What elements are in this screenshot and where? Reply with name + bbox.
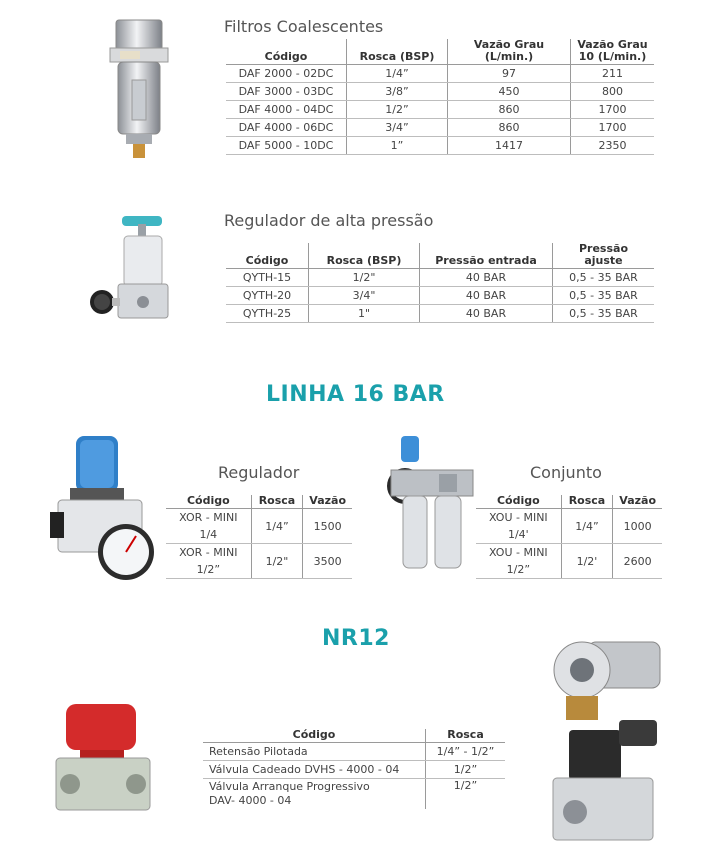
cell-pressao-ajuste: 0,5 - 35 BAR [553, 269, 655, 287]
cell-vazao: 2600 [613, 544, 662, 579]
col-rosca: Rosca (BSP) [309, 243, 420, 269]
conjunto-title: Conjunto [530, 463, 602, 482]
cell-rosca: 3/8” [347, 83, 448, 101]
solenoid-valve-image [545, 720, 665, 844]
cell-rosca: 1/2" [309, 269, 420, 287]
cell-pressao-ajuste: 0,5 - 35 BAR [553, 305, 655, 323]
high-pressure-regulator-image [88, 214, 180, 324]
cell-codigo: DAF 4000 - 04DC [226, 101, 347, 119]
cell-vazao-10: 211 [571, 65, 655, 83]
table-row [226, 65, 654, 83]
cell-rosca: 1/2” [426, 761, 506, 779]
cell-rosca: 1/2' [561, 544, 613, 579]
col-codigo: Código [203, 729, 426, 743]
linha16-heading: LINHA 16 BAR [266, 382, 445, 407]
table-row [476, 544, 662, 579]
col-codigo: Código [476, 495, 561, 509]
cell-codigo: DAF 4000 - 06DC [226, 119, 347, 137]
col-pressao-ajuste: Pressão ajuste [553, 243, 655, 269]
cell-codigo: XOU - MINI 1/2” [476, 544, 561, 579]
col-codigo: Código [166, 495, 251, 509]
cell-vazao: 860 [448, 119, 571, 137]
filtros-table [226, 39, 654, 155]
cell-vazao: 3500 [303, 544, 352, 579]
cell-codigo: XOR - MINI 1/4 [166, 509, 251, 544]
cell-vazao: 1500 [303, 509, 352, 544]
conjunto-table [476, 495, 662, 579]
cell-vazao: 1000 [613, 509, 662, 544]
mini-regulator-image [50, 432, 158, 582]
cell-pressao-entrada: 40 BAR [420, 269, 553, 287]
regulador-alta-title: Regulador de alta pressão [224, 211, 434, 230]
table-row [226, 83, 654, 101]
cell-codigo: Válvula Arranque Progressivo DAV- 4000 - 04 [209, 780, 370, 807]
nr12-table [203, 729, 505, 809]
cell-rosca: 1/4” [347, 65, 448, 83]
frl-unit-image [383, 434, 479, 576]
coalescent-filter-image [108, 18, 170, 164]
cell-vazao-10: 2350 [571, 137, 655, 155]
cell-rosca: 1/2” [426, 779, 506, 810]
col-codigo: Código [226, 243, 309, 269]
cell-codigo: QYTH-25 [226, 305, 309, 323]
cell-rosca: 1/4” [561, 509, 613, 544]
table-row [203, 743, 505, 761]
col-vazao: Vazão [613, 495, 662, 509]
cell-codigo: DAF 3000 - 03DC [226, 83, 347, 101]
col-rosca: Rosca (BSP) [347, 39, 448, 65]
table-row [203, 761, 505, 779]
table-row [166, 509, 352, 544]
cell-rosca: 1/4” - 1/2” [426, 743, 506, 761]
cell-codigo: XOU - MINI 1/4' [476, 509, 561, 544]
cell-vazao: 97 [448, 65, 571, 83]
cell-codigo: Retensão Pilotada [203, 743, 426, 761]
cell-rosca: 1/2" [251, 544, 303, 579]
cell-codigo: QYTH-15 [226, 269, 309, 287]
cell-rosca: 3/4" [309, 287, 420, 305]
col-vazao-grau: Vazão Grau (L/min.) [448, 39, 571, 65]
col-rosca: Rosca [251, 495, 303, 509]
cell-pressao-entrada: 40 BAR [420, 305, 553, 323]
table-row [226, 101, 654, 119]
table-row [226, 287, 654, 305]
cell-codigo: XOR - MINI 1/2” [166, 544, 251, 579]
table-row [203, 779, 505, 810]
cell-rosca: 1” [347, 137, 448, 155]
cell-pressao-entrada: 40 BAR [420, 287, 553, 305]
cell-pressao-ajuste: 0,5 - 35 BAR [553, 287, 655, 305]
cell-vazao-10: 800 [571, 83, 655, 101]
table-row [226, 119, 654, 137]
cell-vazao: 1417 [448, 137, 571, 155]
col-rosca: Rosca [561, 495, 613, 509]
cell-rosca: 1/4” [251, 509, 303, 544]
table-row [226, 305, 654, 323]
table-row [226, 137, 654, 155]
cell-vazao-10: 1700 [571, 101, 655, 119]
col-codigo: Código [226, 39, 347, 65]
cell-vazao: 450 [448, 83, 571, 101]
nr12-heading: NR12 [322, 626, 390, 651]
cell-codigo: DAF 5000 - 10DC [226, 137, 347, 155]
table-row [476, 509, 662, 544]
col-rosca: Rosca [426, 729, 506, 743]
col-pressao-entrada: Pressão entrada [420, 243, 553, 269]
filtros-title: Filtros Coalescentes [224, 17, 384, 36]
lockout-valve-image [52, 702, 154, 814]
table-row [226, 269, 654, 287]
cell-vazao-10: 1700 [571, 119, 655, 137]
cell-codigo: DAF 2000 - 02DC [226, 65, 347, 83]
regulador-alta-table [226, 243, 654, 323]
regulador-title: Regulador [218, 463, 300, 482]
cell-rosca: 1" [309, 305, 420, 323]
cell-codigo: Válvula Cadeado DVHS - 4000 - 04 [203, 761, 426, 779]
elbow-fitting-image [538, 634, 664, 724]
col-vazao-grau-10: Vazão Grau 10 (L/min.) [571, 39, 655, 65]
cell-vazao: 860 [448, 101, 571, 119]
col-vazao: Vazão [303, 495, 352, 509]
cell-rosca: 3/4” [347, 119, 448, 137]
table-row [166, 544, 352, 579]
regulador-table [166, 495, 352, 579]
cell-rosca: 1/2” [347, 101, 448, 119]
cell-codigo: QYTH-20 [226, 287, 309, 305]
